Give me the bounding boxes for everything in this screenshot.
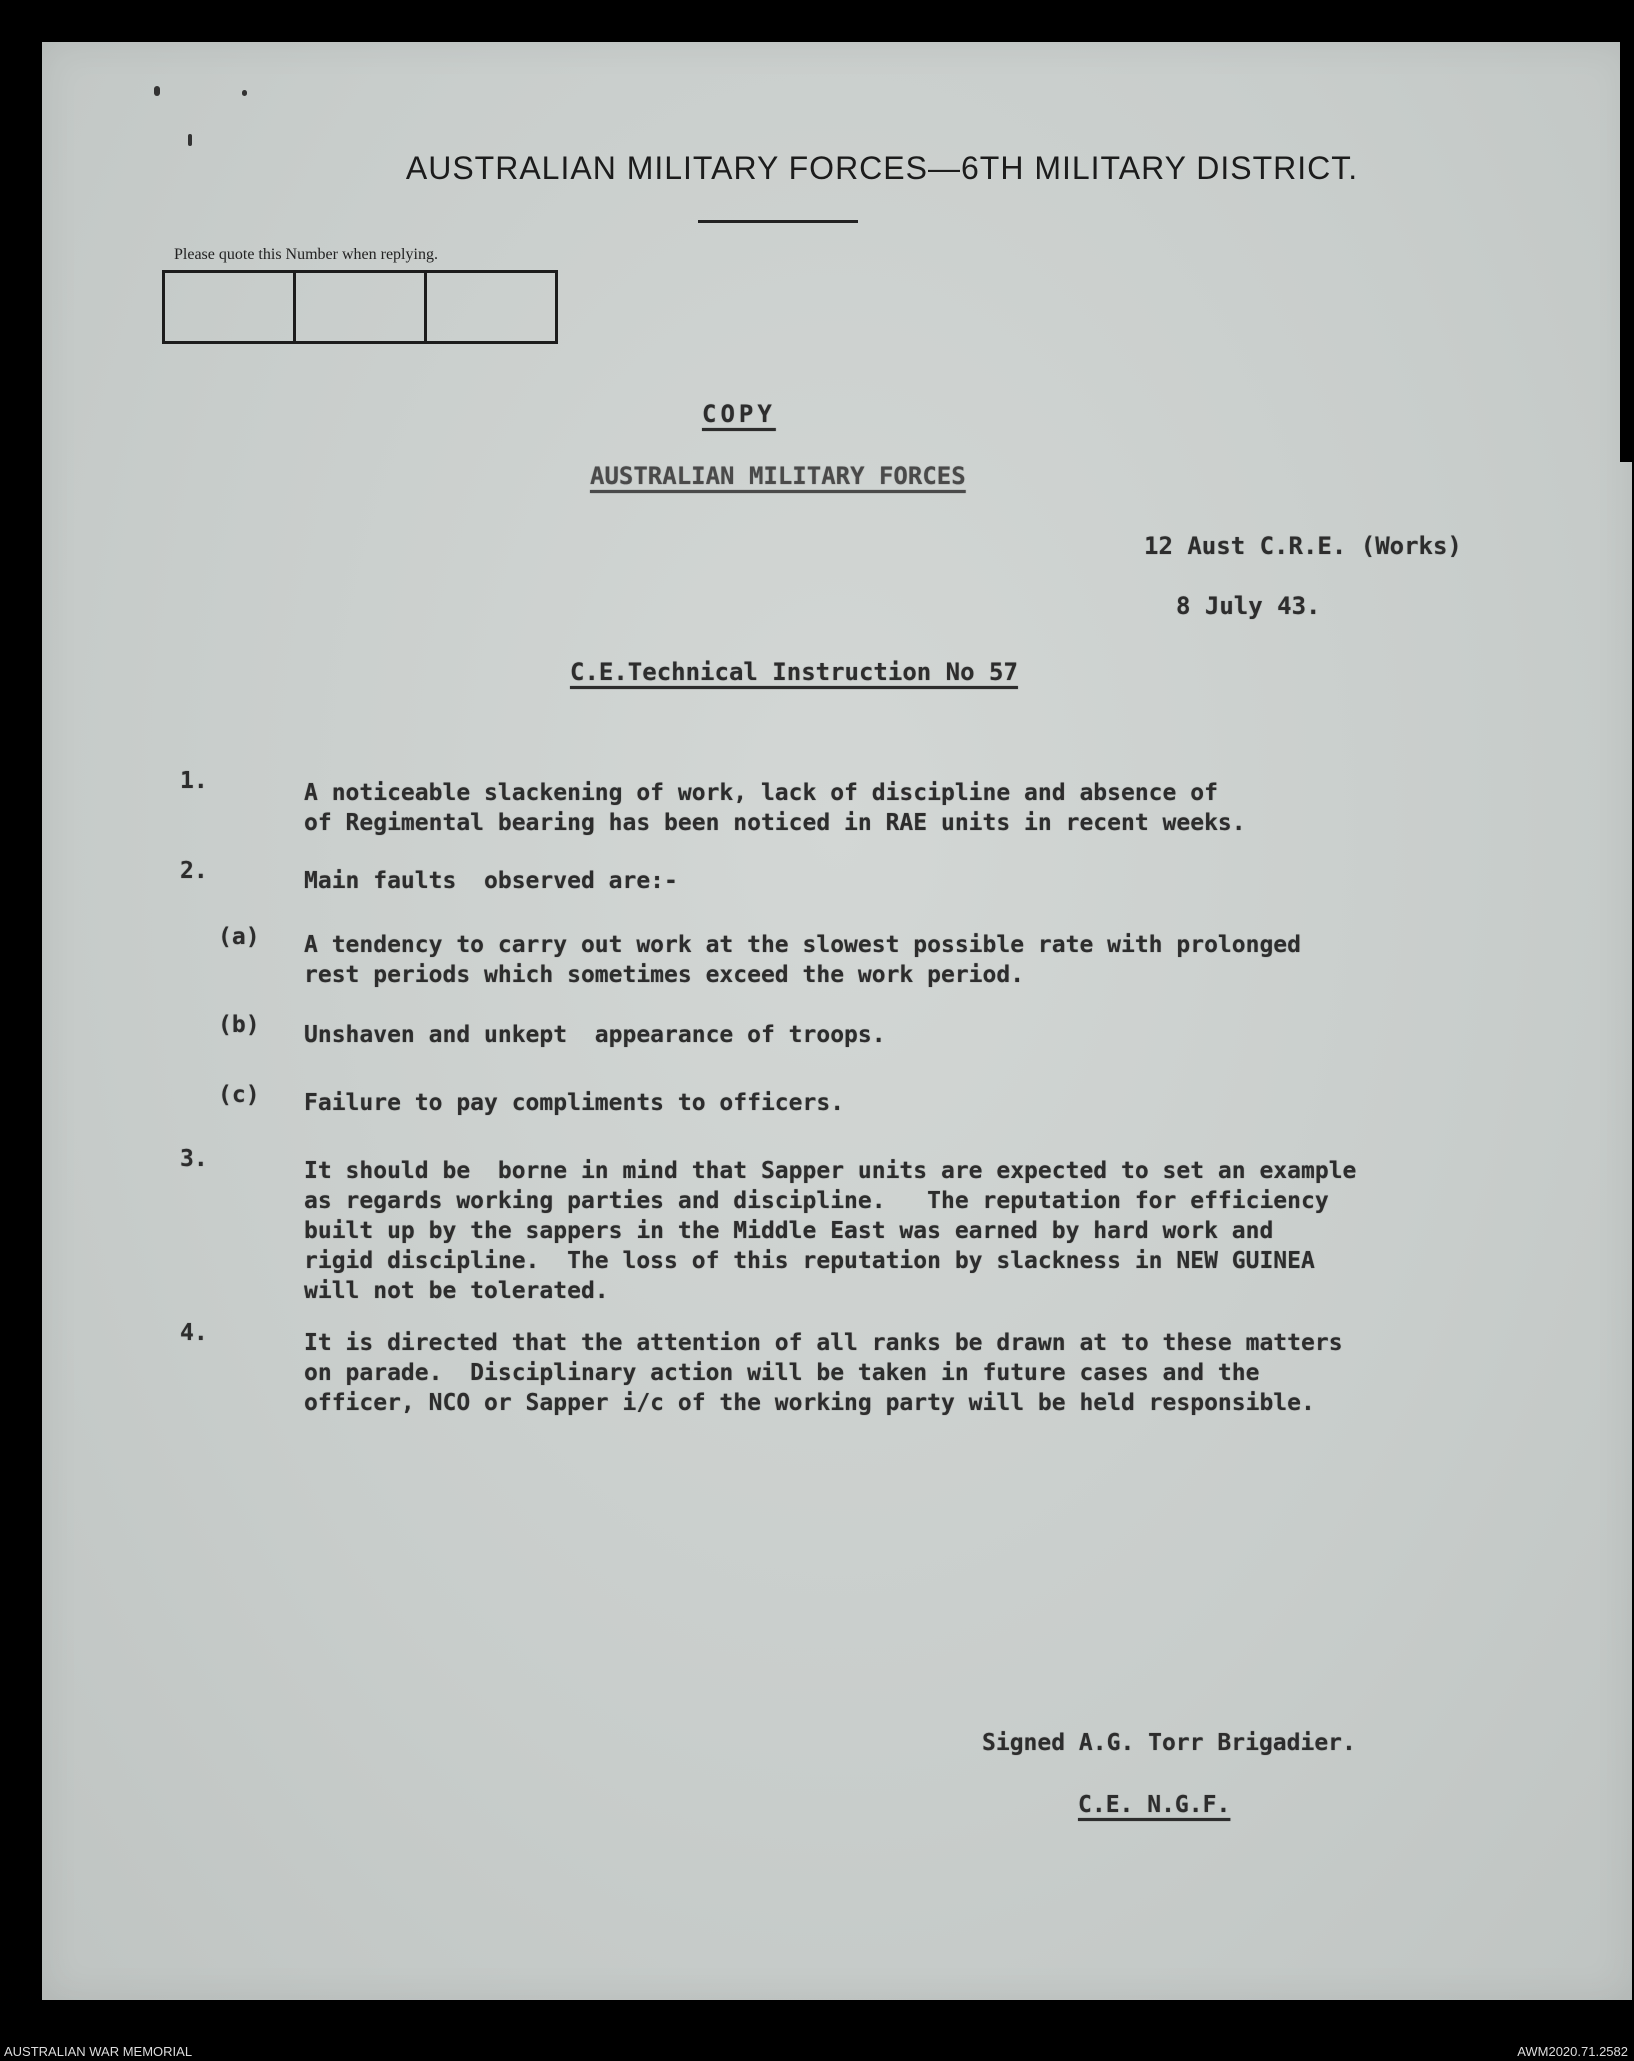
copy-title: COPY xyxy=(702,400,776,428)
reference-number-boxes xyxy=(162,270,558,344)
archive-accession-number: AWM2020.71.2582 xyxy=(1517,2044,1628,2059)
reference-box xyxy=(427,273,555,341)
archive-credit: AUSTRALIAN WAR MEMORIAL xyxy=(4,2044,193,2059)
paragraph-number: 2. xyxy=(180,858,208,884)
reference-box xyxy=(296,273,427,341)
subparagraph-label: (b) xyxy=(218,1012,260,1038)
paragraph-text: Unshaven and unkept appearance of troops. xyxy=(304,1022,886,1048)
paragraph-text: It should be borne in mind that Sapper units are expected to set an example as regards working parties and discipline. The reputation for efficiency built up by the sappers in the Middle East was earned by hard work and rigid discipline. The loss of this reputation by slackness in NEW GUINEA will not be tolerated. xyxy=(304,1158,1357,1304)
signature-line: Signed A.G. Torr Brigadier. xyxy=(982,1730,1356,1756)
subparagraph-label: (c) xyxy=(218,1082,260,1108)
paragraph-text: Main faults observed are:- xyxy=(304,868,678,894)
letterhead-rule xyxy=(698,220,858,223)
paragraph-number: 3. xyxy=(180,1146,208,1172)
reference-number-label: Please quote this Number when replying. xyxy=(174,246,438,263)
reference-box xyxy=(165,273,296,341)
document-date: 8 July 43. xyxy=(1176,592,1321,620)
paragraph-text: A noticeable slackening of work, lack of discipline and absence of of Regimental bearing has been noticed in RAE units in recent weeks. xyxy=(304,780,1246,836)
staple-hole-mark xyxy=(154,86,160,96)
staple-hole-mark xyxy=(188,134,192,146)
page-edge-tear xyxy=(1602,42,1632,462)
document-page xyxy=(42,42,1632,2000)
paragraph-text: A tendency to carry out work at the slowest possible rate with prolonged rest periods which sometimes exceed the work period. xyxy=(304,932,1301,988)
signature-title: C.E. N.G.F. xyxy=(1078,1792,1231,1818)
unit-designation: 12 Aust C.R.E. (Works) xyxy=(1144,532,1462,560)
paragraph-number: 4. xyxy=(180,1320,208,1346)
paragraph-number: 1. xyxy=(180,768,208,794)
amf-heading: AUSTRALIAN MILITARY FORCES xyxy=(590,462,966,490)
staple-hole-mark xyxy=(242,90,247,96)
paragraph-text: Failure to pay compliments to officers. xyxy=(304,1090,845,1116)
letterhead-title: AUSTRALIAN MILITARY FORCES—6TH MILITARY DISTRICT. xyxy=(405,150,1359,186)
paragraph-text: It is directed that the attention of all ranks be drawn at to these matters on parade. Disciplinary action will be taken in future cases and the officer, NCO or Sapper i/c of the working party will be held responsible. xyxy=(304,1330,1343,1416)
instruction-title: C.E.Technical Instruction No 57 xyxy=(570,658,1018,686)
subparagraph-label: (a) xyxy=(218,924,260,950)
